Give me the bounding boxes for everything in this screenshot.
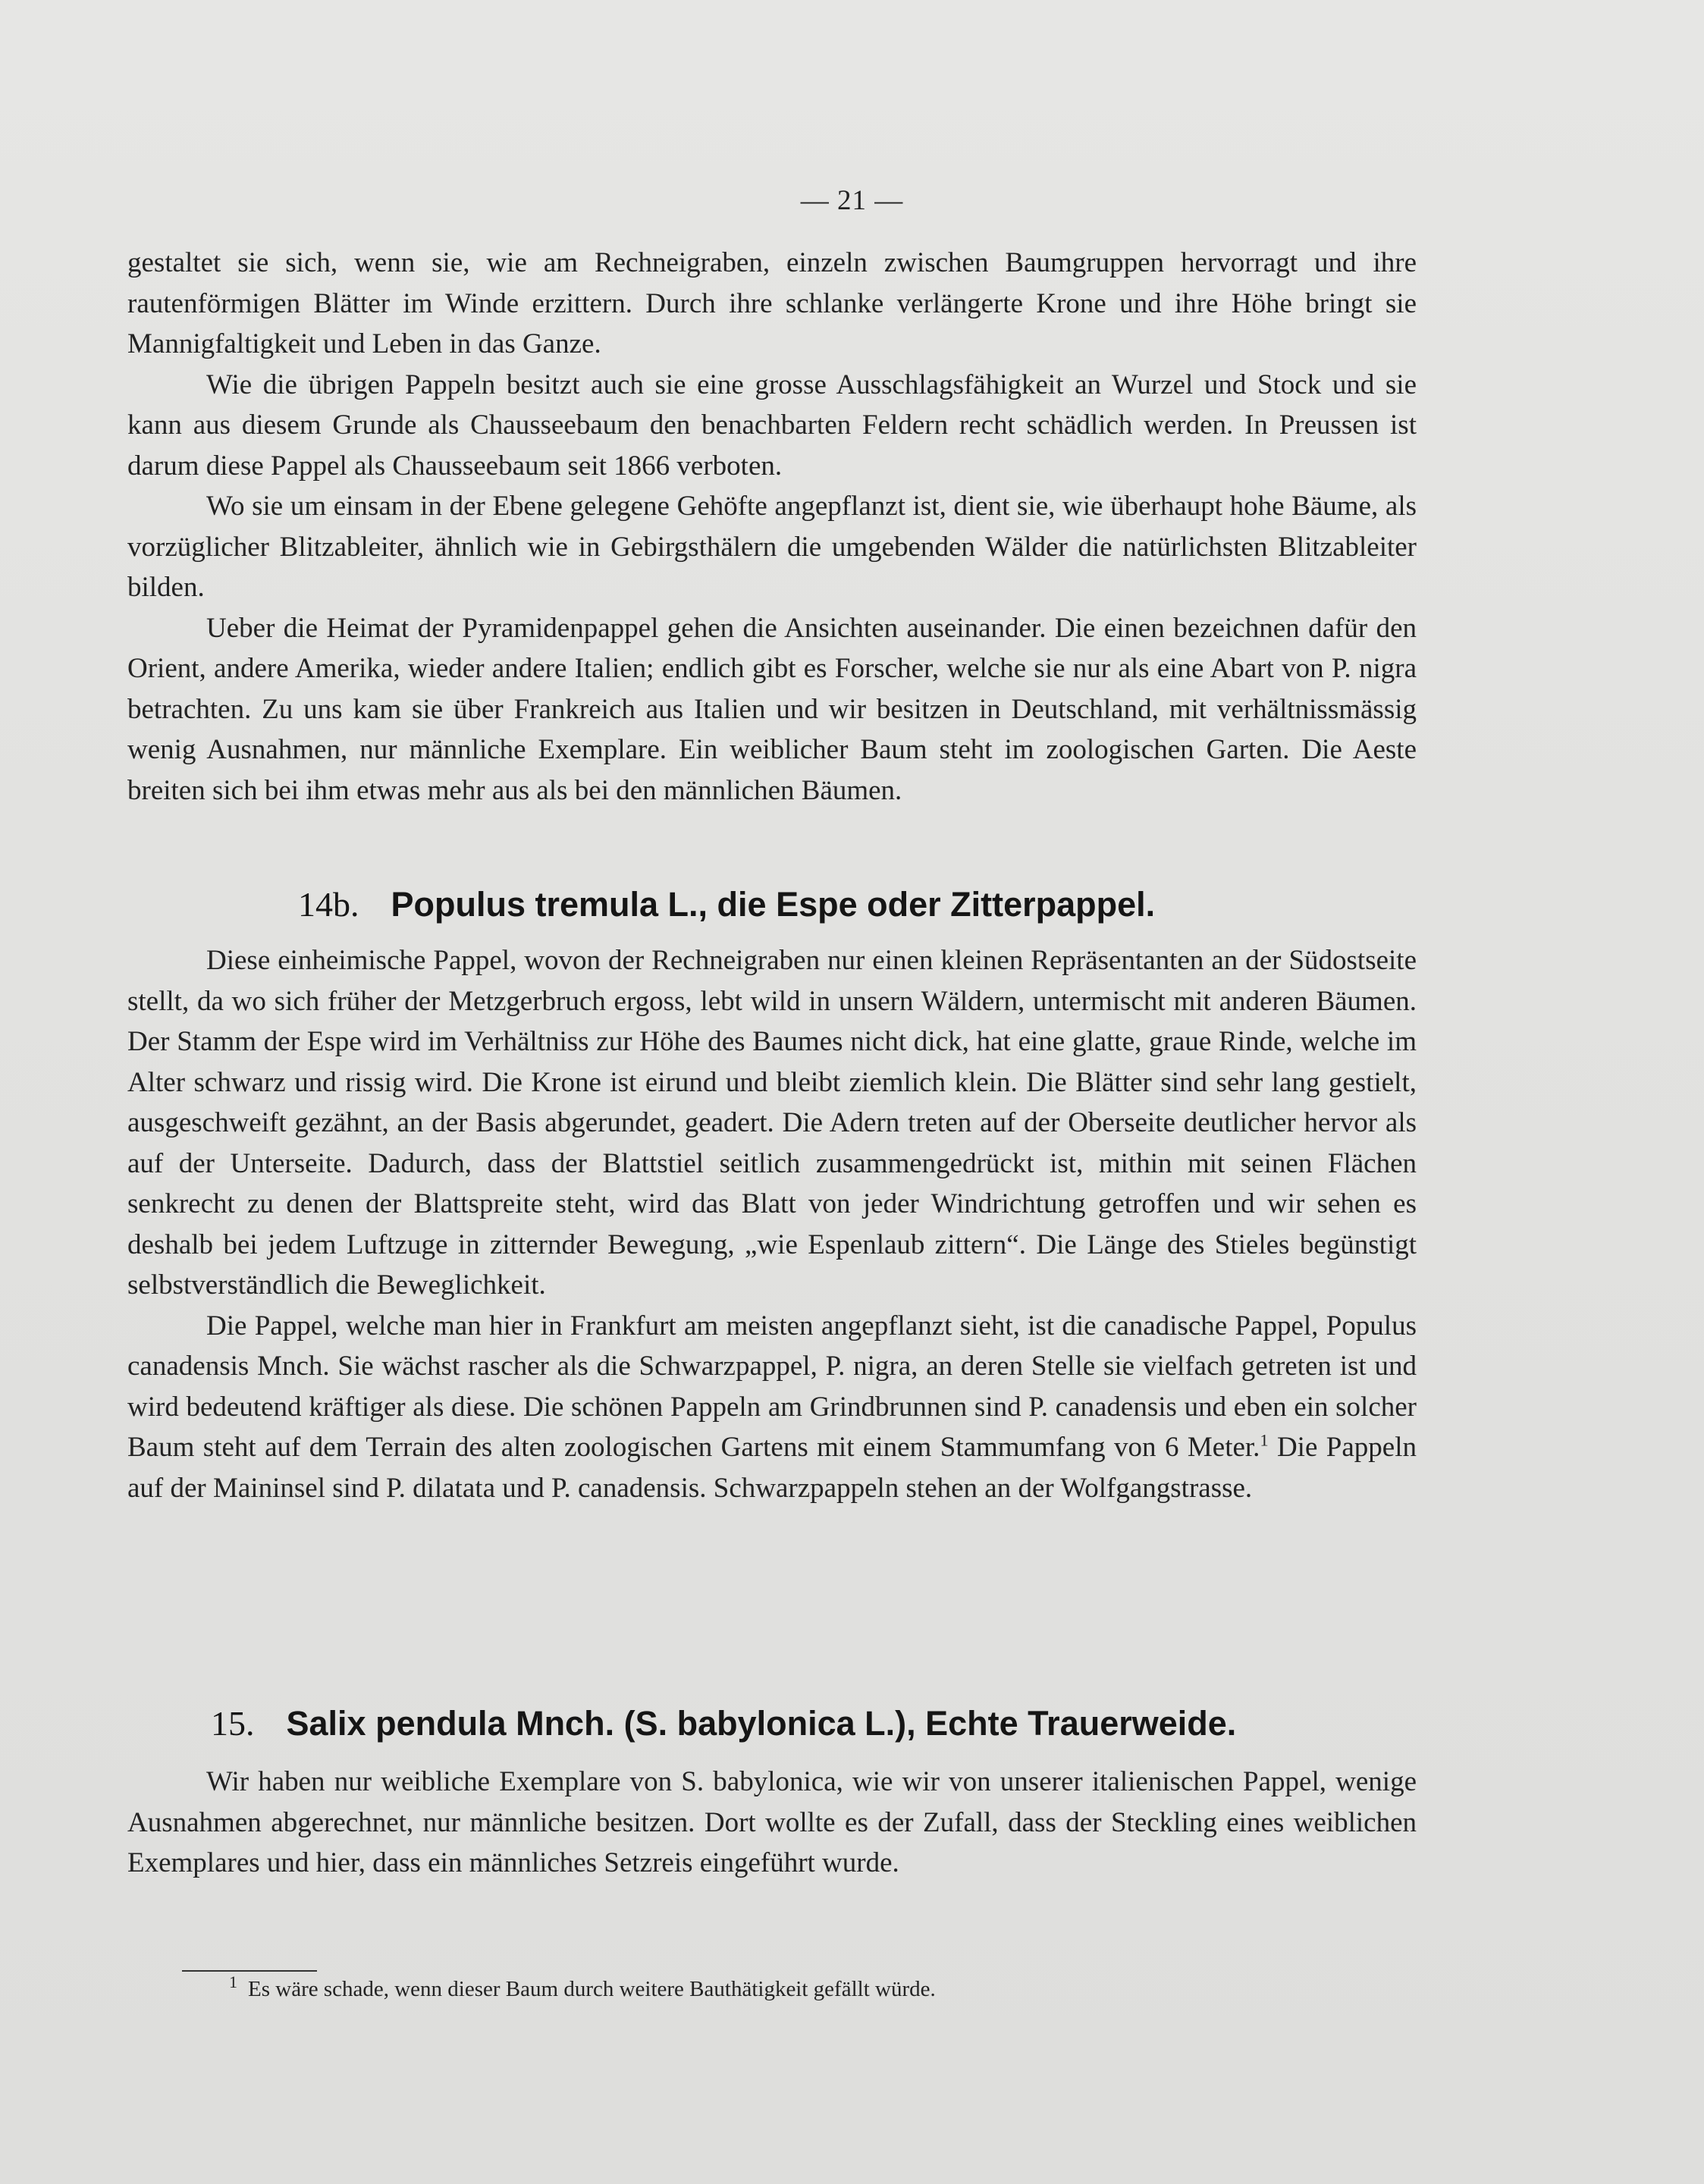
footnote-reference: 1 (1260, 1430, 1269, 1450)
paragraph-14b-2-end: Die Pappeln auf der Maininsel sind P. dilatata und P. canadensis. Schwarzpappeln stehen an der Wolfgangstrasse. (127, 1432, 1417, 1504)
section-14b-number: 14b. (298, 885, 359, 924)
footnote-text: Es wäre schade, wenn dieser Baum durch weitere Bauthätigkeit gefällt würde. (248, 1977, 936, 2001)
footnote (229, 1974, 936, 2004)
section-15-title: Salix pendula Mnch. (S. babylonica L.), Echte Trauerweide. (286, 1704, 1237, 1743)
paragraph-intro-3: Wo sie um einsam in der Ebene gelegene Gehöfte angepflanzt ist, dient sie, wie überhaupt hohe Bäume, als vorzüglicher Blitzableiter, ähnlich wie in Gebirgsthälern die umgebenden Wälder die natürlichsten Blitzableiter bilden. (127, 491, 1417, 603)
section-15-heading (211, 1703, 1236, 1743)
section-14b-title: Populus tremula L., die Espe oder Zitterpappel. (391, 885, 1156, 924)
intro-text (127, 243, 1417, 811)
paragraph-intro-1: gestaltet sie sich, wenn sie, wie am Rechneigraben, einzeln zwischen Baumgruppen hervorragt und ihre rautenförmigen Blätter im Winde erzittern. Durch ihre schlanke verlängerte Krone und ihre Höhe bringt sie Mannigfaltigkeit und Leben in das Ganze. (127, 247, 1417, 359)
paragraph-intro-4: Ueber die Heimat der Pyramidenpappel gehen die Ansichten auseinander. Die einen bezeichnen dafür den Orient, andere Amerika, wieder andere Italien; endlich gibt es Forscher, welche sie nur als eine Abart von P. nigra betrachten. Zu uns kam sie über Frankreich aus Italien und wir besitzen in Deutschland, mit verhältnissmässig wenig Ausnahmen, nur männliche Exemplare. Ein weiblicher Baum steht im zoologischen Garten. Die Aeste breiten sich bei ihm etwas mehr aus als bei den männlichen Bäumen. (127, 612, 1417, 806)
paragraph-15-1: Wir haben nur weibliche Exemplare von S. babylonica, wie wir von unserer italienischen Pappel, wenige Ausnahmen abgerechnet, nur männliche besitzen. Dort wollte es der Zufall, dass der Steckling eines weiblichen Exemplares und hier, dass ein männliches Setzreis eingeführt wurde. (127, 1766, 1417, 1878)
footnote-marker: 1 (229, 1972, 237, 1992)
footnote-divider (182, 1970, 317, 1972)
section-15-number: 15. (211, 1704, 255, 1743)
page-number: — 21 — (800, 185, 904, 216)
section-15-text (127, 1762, 1417, 1884)
section-14b-text (127, 940, 1417, 1508)
paragraph-intro-2: Wie die übrigen Pappeln besitzt auch sie eine grosse Ausschlagsfähigkeit an Wurzel und Stock und sie kann aus diesem Grunde als Chausseebaum den benachbarten Feldern recht schädlich werden. In Preussen ist darum diese Pappel als Chausseebaum seit 1866 verboten. (127, 369, 1417, 482)
section-14b-heading (298, 884, 1155, 924)
paragraph-14b-1: Diese einheimische Pappel, wovon der Rechneigraben nur einen kleinen Repräsentanten an der Südostseite stellt, da wo sich früher der Metzgerbruch ergoss, lebt wild in unsern Wäldern, untermischt mit anderen Bäumen. Der Stamm der Espe wird im Verhältniss zur Höhe des Baumes nicht dick, hat eine glatte, graue Rinde, welche im Alter schwarz und rissig wird. Die Krone ist eirund und bleibt ziemlich klein. Die Blätter sind sehr lang gestielt, ausgeschweift gezähnt, an der Basis abgerundet, geadert. Die Adern treten auf der Oberseite deutlicher hervor als auf der Unterseite. Dadurch, dass der Blattstiel seitlich zusammengedrückt ist, mithin mit seinen Flächen senkrecht zu denen der Blattspreite steht, wird das Blatt von jeder Windrichtung getroffen und wir sehen es deshalb bei jedem Luftzuge in zitternder Bewegung, „wie Espenlaub zittern“. Die Länge des Stieles begünstigt selbstverständlich die Beweglichkeit. (127, 945, 1417, 1301)
paragraph-14b-2-start: Die Pappel, welche man hier in Frankfurt am meisten angepflanzt sieht, ist die canadische Pappel, Populus canadensis Mnch. Sie wächst rascher als die Schwarzpappel, P. nigra, an deren Stelle sie vielfach getreten ist und wird bedeutend kräftiger als diese. Die schönen Pappeln am Grindbrunnen sind P. canadensis und eben ein solcher Baum steht auf dem Terrain des alten zoologischen Gartens mit einem Stammumfang von 6 Meter. (127, 1310, 1417, 1463)
paragraph-14b-2 (127, 1306, 1417, 1509)
